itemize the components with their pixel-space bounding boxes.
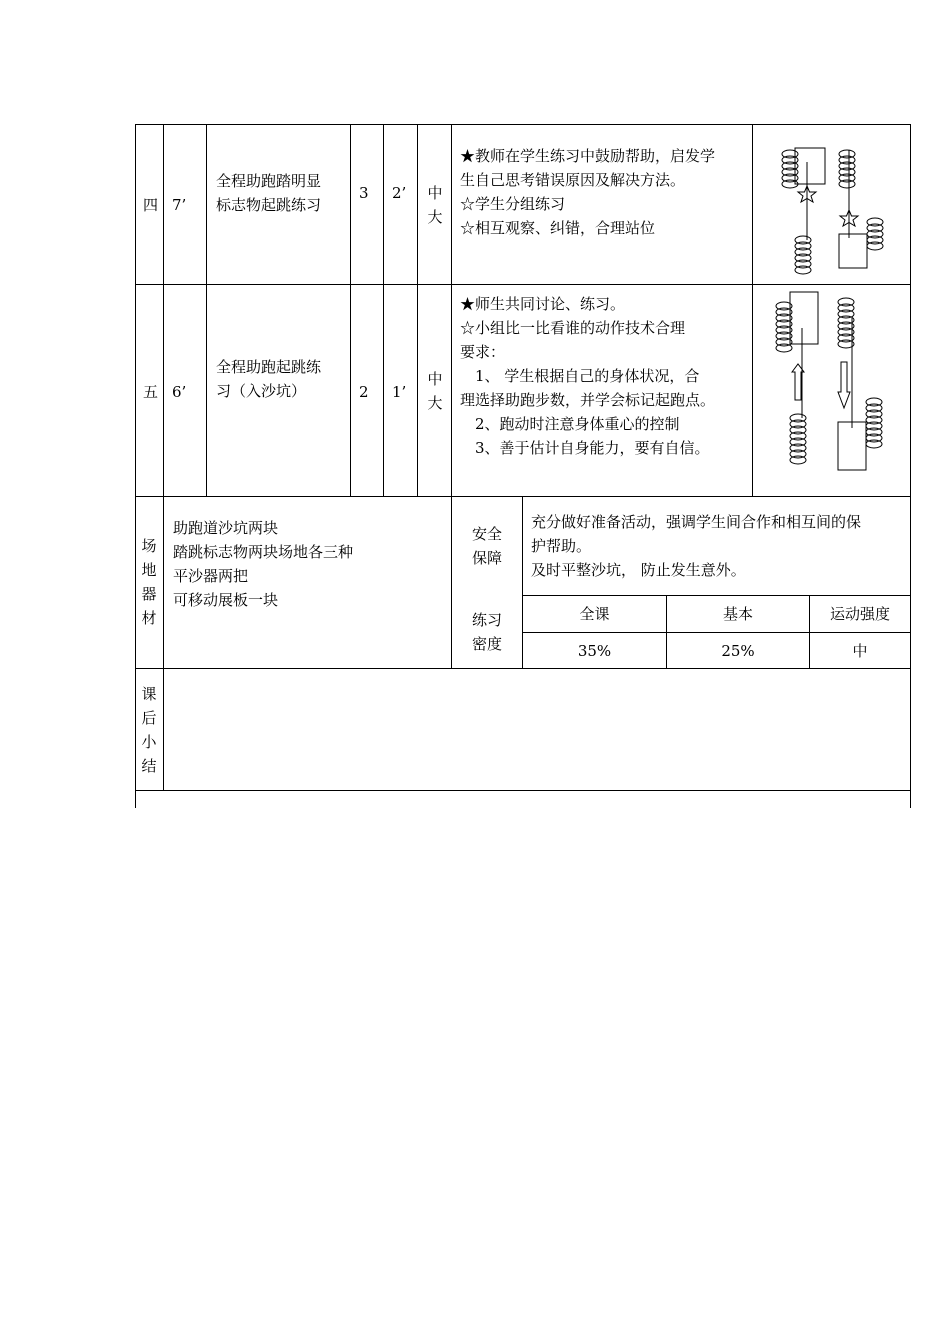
row4-formation-diagram <box>760 130 900 280</box>
row5-seq: 五 <box>143 383 159 401</box>
row4-intensity: 中 大 <box>427 184 443 226</box>
row5-content: 全程助跑起跳练 习（入沙坑） <box>216 358 322 400</box>
safety-label: 安全 保障 <box>471 525 502 567</box>
row5-duration: 1’ <box>392 383 407 401</box>
row4-seq: 四 <box>143 196 159 214</box>
summary-label: 课 后 小 结 <box>141 685 157 775</box>
row5-count: 2 <box>359 383 369 401</box>
safety-text: 充分做好准备活动，强调学生间合作和相互间的保 护帮助。 及时平整沙坑， 防止发生意外。 <box>531 513 862 579</box>
density-header-basic: 基本 <box>722 605 753 623</box>
row5-formation-diagram <box>760 288 900 488</box>
density-value-intensity: 中 <box>852 642 868 660</box>
row4-method: ★教师在学生练习中鼓励帮助，启发学 生自己思考错误原因及解决方法。 ☆学生分组练习 ☆相互观察、纠错，合理站位 <box>460 147 716 237</box>
row5-method: ★师生共同讨论、练习。 ☆小组比一比看谁的动作技术合理 要求： 1、 学生根据自己的身体状况，合 理选择助跑步数，并学会标记起跑点。 2、跑动时注意身体重心的控制 3、善于估计自身能力，要有自信。 <box>460 295 716 457</box>
density-label: 练习 密度 <box>471 611 502 653</box>
venue-items: 助跑道沙坑两块 踏跳标志物两块场地各三种 平沙器两把 可移动展板一块 <box>173 519 354 609</box>
density-header-intensity: 运动强度 <box>829 605 890 623</box>
row4-count: 3 <box>359 184 369 202</box>
row4-content: 全程助跑踏明显 标志物起跳练习 <box>216 172 322 214</box>
row5-time: 6’ <box>172 383 187 401</box>
density-value-whole: 35% <box>577 642 612 660</box>
venue-label: 场 地 器 材 <box>141 537 157 627</box>
density-header-whole: 全课 <box>579 605 610 623</box>
row4-duration: 2’ <box>392 184 407 202</box>
row5-intensity: 中 大 <box>427 370 443 412</box>
density-value-basic: 25% <box>721 642 755 660</box>
row4-time: 7’ <box>172 196 187 214</box>
